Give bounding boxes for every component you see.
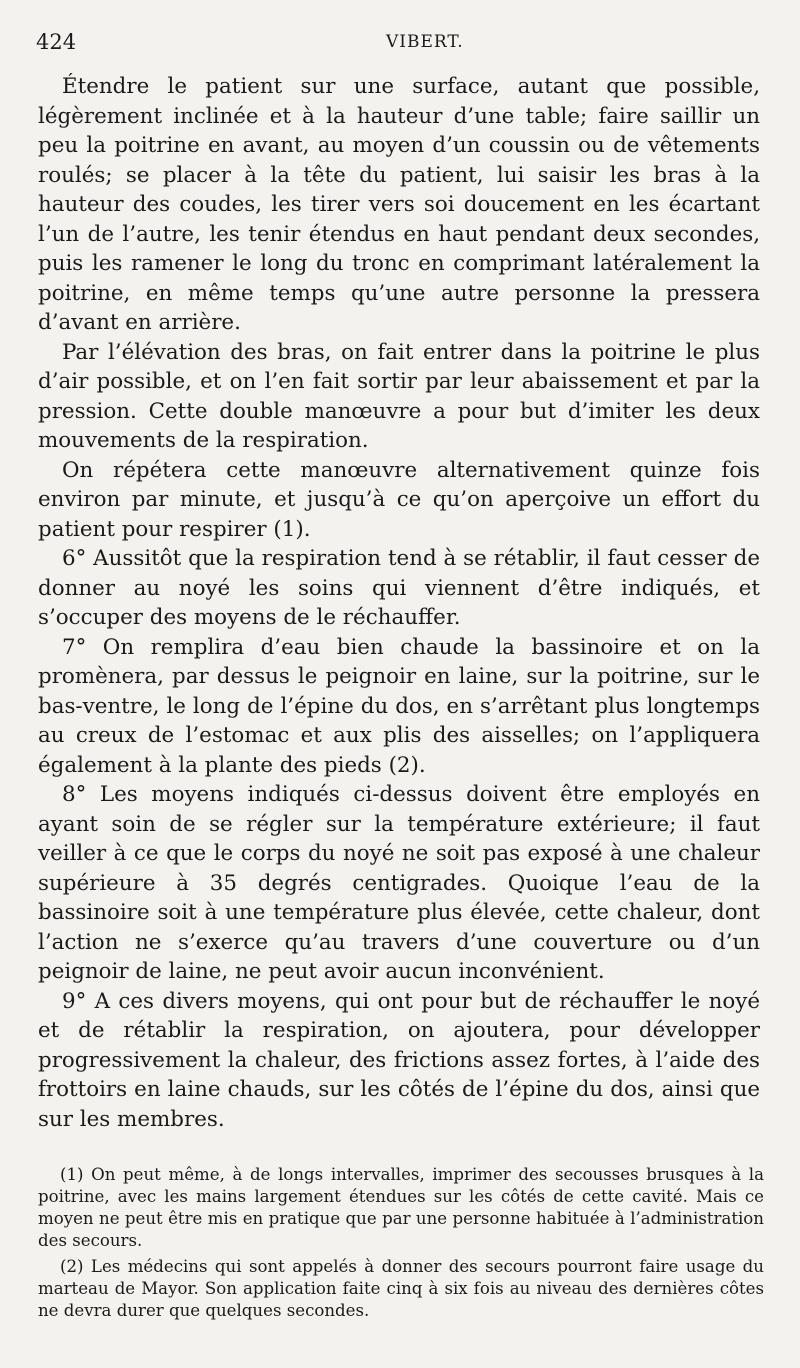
paragraph: Étendre le patient sur une surface, autant que possible, légèrement inclinée et à la hauteur d’une table; faire saillir un peu la poitrine en avant, au moyen d’un coussin ou de vêtements roulés; se placer à la tête du patient, lui saisir les bras à la hauteur des coudes, les tirer vers soi doucement en les écartant l’un de l’autre, les tenir étendus en haut pendant deux secondes, puis les ramener le long du tronc en comprimant latéralement la poitrine, en même temps qu’une autre personne la pressera d’avant en arrière. [38,74,760,335]
page-number: 424 [36,30,77,54]
paragraph: 9° A ces divers moyens, qui ont pour but de réchauffer le noyé et de rétablir la respiration, on ajoutera, pour développer progressivement la chaleur, des frictions assez fortes, à l’aide des frottoirs en laine chauds, sur les côtés de l’épine du dos, ainsi que sur les membres. [38,988,760,1132]
footnote: (2) Les médecins qui sont appelés à donner des secours pourront faire usage du marteau de Mayor. Son application faite cinq à six fois au niveau des dernières côtes ne devra durer que quelques secondes. [38,1257,764,1320]
page-header [36,30,766,60]
body-text [38,72,760,1134]
paragraph: On répétera cette manœuvre alternativement quinze fois environ par minute, et jusqu’à ce qu’on aperçoive un effort du patient pour respirer (1). [38,457,760,542]
paragraph: 8° Les moyens indiqués ci-dessus doivent être employés en ayant soin de se régler sur la température extérieure; il faut veiller à ce que le corps du noyé ne soit pas exposé à une chaleur supérieure à 35 degrés centigrades. Quoique l’eau de la bassinoire soit à une température plus élevée, cette chaleur, dont l’action ne s’exerce qu’au travers d’une couverture ou d’un peignoir de laine, ne peut avoir aucun inconvénient. [38,782,760,984]
footnote: (1) On peut même, à de longs intervalles, imprimer des secousses brusques à la poitrine, avec les mains largement étendues sur les côtés de cette cavité. Mais ce moyen ne peut être mis en pratique que par une personne habituée à l’administration des secours. [38,1165,764,1250]
paragraph: 6° Aussitôt que la respiration tend à se rétablir, il faut cesser de donner au noyé les soins qui viennent d’être indiqués, et s’occuper des moyens de le réchauffer. [38,546,760,630]
paragraph: Par l’élévation des bras, on fait entrer dans la poitrine le plus d’air possible, et on l’en fait sortir par leur abaissement et par la pression. Cette double manœuvre a pour but d’imiter les deux mouvements de la respiration. [38,339,760,453]
paragraph: 7° On remplira d’eau bien chaude la bassinoire et on la promènera, par dessus le peignoir en laine, sur la poitrine, sur le bas-ventre, le long de l’épine du dos, en s’arrêtant plus longtemps au creux de l’estomac et aux plis des aisselles; on l’appliquera également à la plante des pieds (2). [38,634,760,778]
footnotes [38,1164,764,1322]
running-head: VIBERT. [386,32,464,52]
